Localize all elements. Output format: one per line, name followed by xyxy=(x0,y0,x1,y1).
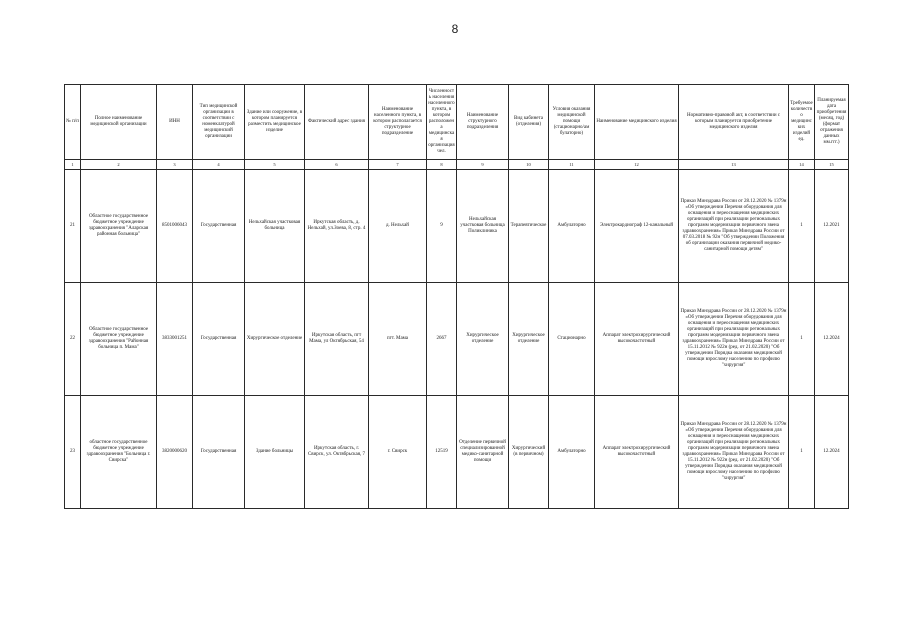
column-number: 6 xyxy=(305,160,369,170)
planned-date: 12.2024 xyxy=(815,396,849,509)
settlement: пгт. Мама xyxy=(369,283,427,396)
header-cell: Наименование структурного подразделения xyxy=(457,85,509,160)
column-number: 12 xyxy=(595,160,679,170)
column-number: 15 xyxy=(815,160,849,170)
department: Хирургическое отделение xyxy=(457,283,509,396)
column-number: 1 xyxy=(65,160,81,170)
column-number: 5 xyxy=(245,160,305,170)
header-cell: Планируемая дата приобретения (месяц, год) (формат отражения данных мм.ггг.) xyxy=(815,85,849,160)
column-number: 2 xyxy=(81,160,157,170)
care-conditions: Стационарно xyxy=(549,283,595,396)
planned-date: 12.2021 xyxy=(815,170,849,283)
table-row xyxy=(65,170,849,283)
column-number: 7 xyxy=(369,160,427,170)
organization-type: Государственная xyxy=(193,170,245,283)
column-number: 11 xyxy=(549,160,595,170)
cabinet-type: Терапевтическое xyxy=(509,170,549,283)
medical-equipment-table xyxy=(64,84,849,509)
column-number: 9 xyxy=(457,160,509,170)
care-conditions: Амбулаторно xyxy=(549,396,595,509)
cabinet-type: Хирургическое отделение xyxy=(509,283,549,396)
building: Нельхайская участковая больница xyxy=(245,170,305,283)
device-name: Электрокардиограф 12-канальный xyxy=(595,170,679,283)
header-cell: Численность населения населенного пункта, в котором расположена медицинская организация чел. xyxy=(427,85,457,160)
organization-type: Государственная xyxy=(193,396,245,509)
settlement: г. Свирск xyxy=(369,396,427,509)
building: Здание больницы xyxy=(245,396,305,509)
department: Отделение первичной специализированной медико-санитарной помощи xyxy=(457,396,509,509)
legal-act: Приказ Минздрава России от 28.12.2020 № 1379н «Об утверждении Перечня оборудования для оснащения и переоснащения медицинских организаций при реализации региональных программ модернизации первичного звена здравоохранения» Приказ Минздрава России от 15.11.2012 № 922н (ред. от 21.02.2020) "Об утверждении Порядка оказания медицинской помощи взрослому населению по профилю "хирургия" xyxy=(679,283,789,396)
legal-act: Приказ Минздрава России от 28.12.2020 № 1379н «Об утверждении Перечня оборудования для оснащения и переоснащения медицинских организаций при реализации региональных программ модернизации первичного звена здравоохранения» Приказ Минздрава России от 07.03.2018 № 92н "Об утверждении Положения об организации оказания первичной медико-санитарной помощи детям" xyxy=(679,170,789,283)
quantity: 1 xyxy=(789,396,815,509)
organization-name: областное государственное бюджетное учреждение здравоохранения "Больница г. Свирска" xyxy=(81,396,157,509)
header-cell: № п/п xyxy=(65,85,81,160)
device-name: Аппарат электрохирургический высокочастотный xyxy=(595,283,679,396)
column-number: 3 xyxy=(157,160,193,170)
organization-type: Государственная xyxy=(193,283,245,396)
inn: 3820000620 xyxy=(157,396,193,509)
header-cell: Условия оказания медицинской помощи (стационарно/ам булаторно) xyxy=(549,85,595,160)
page-number: 8 xyxy=(451,22,459,36)
header-cell: Нормативно-правовой акт, в соответствии с которым планируется приобретение медицинского изделия xyxy=(679,85,789,160)
header-cell: Полное наименование медицинской организации xyxy=(81,85,157,160)
column-number: 13 xyxy=(679,160,789,170)
row-index: 21 xyxy=(65,170,81,283)
header-cell: ИНН xyxy=(157,85,193,160)
address: Иркутская область, д. Нельхай, ул.Зоева, 8, стр. 4 xyxy=(305,170,369,283)
header-cell: Фактический адрес здания xyxy=(305,85,369,160)
address: Иркутская область, пгт Мама, ул Октябрьская, 54 xyxy=(305,283,369,396)
column-number: 8 xyxy=(427,160,457,170)
row-index: 23 xyxy=(65,396,81,509)
device-name: Аппарат электрохирургический высокочастотный xyxy=(595,396,679,509)
column-number: 14 xyxy=(789,160,815,170)
quantity: 1 xyxy=(789,283,815,396)
header-cell: Здание или сооружение, в котором планируется разместить медицинское изделие xyxy=(245,85,305,160)
table-row xyxy=(65,396,849,509)
planned-date: 12.2024 xyxy=(815,283,849,396)
population: 12519 xyxy=(427,396,457,509)
header-cell: Требуемое количество медицинских изделий ед. xyxy=(789,85,815,160)
header-cell: Вид кабинета (отделения) xyxy=(509,85,549,160)
header-row xyxy=(65,85,849,160)
cabinet-type: Хирургический (в первичном) xyxy=(509,396,549,509)
legal-act: Приказ Минздрава России от 28.12.2020 № 1379н «Об утверждении Перечня оборудования для оснащения и переоснащения медицинских организаций при реализации региональных программ модернизации первичного звена здравоохранения» Приказ Минздрава России от 15.11.2012 № 922н (ред. от 21.02.2020) "Об утверждении Порядка оказания медицинской помощи взрослому населению по профилю "хирургия" xyxy=(679,396,789,509)
organization-name: Областное государственное бюджетное учреждение здравоохранения "Районная больница п. Мама" xyxy=(81,283,157,396)
inn: 8501006043 xyxy=(157,170,193,283)
population: 9 xyxy=(427,170,457,283)
column-number: 10 xyxy=(509,160,549,170)
header-cell: Наименование населенного пункта, в котором располагается структурное подразделение xyxy=(369,85,427,160)
row-index: 22 xyxy=(65,283,81,396)
settlement: д. Нельхай xyxy=(369,170,427,283)
address: Иркутская область, г. Свирск, ул. Октябрьская, 7 xyxy=(305,396,369,509)
header-cell: Наименование медицинского изделия xyxy=(595,85,679,160)
column-number: 4 xyxy=(193,160,245,170)
department: Нельхайская участковая больница Поликлиника xyxy=(457,170,509,283)
care-conditions: Амбулаторно xyxy=(549,170,595,283)
quantity: 1 xyxy=(789,170,815,283)
table-row xyxy=(65,283,849,396)
inn: 3833001251 xyxy=(157,283,193,396)
organization-name: Областное государственное бюджетное учреждение здравоохранения "Аларская районная больница" xyxy=(81,170,157,283)
column-number-row xyxy=(65,160,849,170)
population: 2667 xyxy=(427,283,457,396)
building: Хирургическое отделение xyxy=(245,283,305,396)
header-cell: Тип медицинской организации в соответствии с номенклатурой медицинский организации xyxy=(193,85,245,160)
